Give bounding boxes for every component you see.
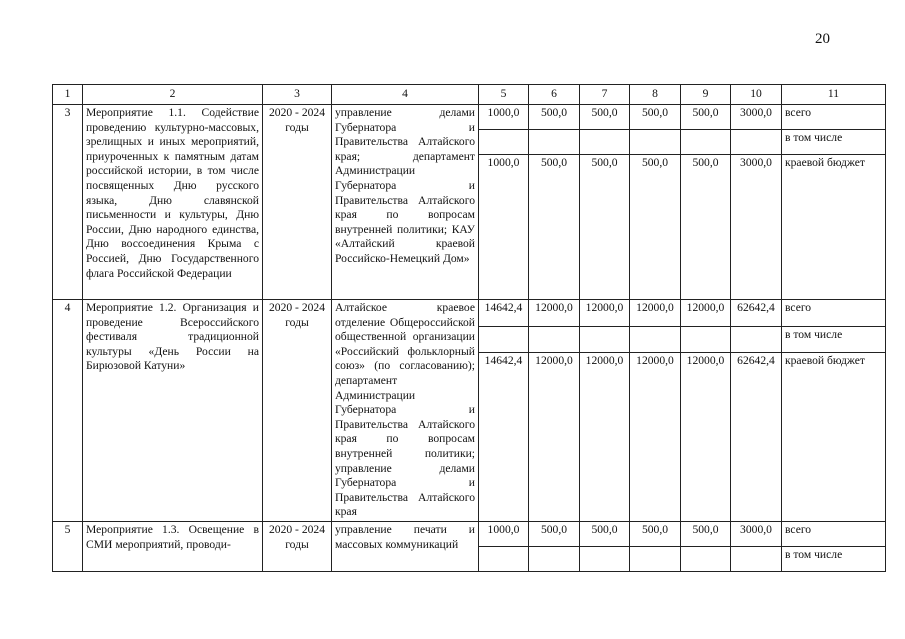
value-total — [731, 546, 782, 571]
value-2024 — [681, 130, 731, 155]
event-name: Мероприятие 1.3. Освещение в СМИ мероприятий, проводи- — [83, 521, 263, 571]
value-2021 — [529, 546, 580, 571]
header-cell: 6 — [529, 85, 580, 105]
value-2020 — [479, 546, 529, 571]
value-2023: 500,0 — [630, 105, 681, 130]
value-2020 — [479, 326, 529, 353]
value-2020: 14642,4 — [479, 353, 529, 522]
value-2022 — [580, 546, 630, 571]
value-2024: 500,0 — [681, 105, 731, 130]
funding-source: всего — [782, 105, 886, 130]
value-2024 — [681, 326, 731, 353]
header-cell: 1 — [53, 85, 83, 105]
table-row — [53, 300, 886, 327]
period: 2020 - 2024 годы — [263, 521, 332, 571]
value-2023: 12000,0 — [630, 353, 681, 522]
value-2024 — [681, 546, 731, 571]
funding-source: всего — [782, 300, 886, 327]
page-number: 20 — [815, 31, 830, 47]
header-cell: 9 — [681, 85, 731, 105]
value-2020: 1000,0 — [479, 521, 529, 546]
executors: Алтайское краевое отделение Общероссийской общественной организации «Российский фольклорный союз» (по согласованию); департамент Администрации Губернатора и Правительства Алтайского края по вопросам внутренней политики; управление делами Губернатора и Правительства Алтайского края — [332, 300, 479, 522]
value-2023: 500,0 — [630, 155, 681, 300]
header-cell: 7 — [580, 85, 630, 105]
period: 2020 - 2024 годы — [263, 105, 332, 300]
value-2021: 12000,0 — [529, 353, 580, 522]
value-2020: 1000,0 — [479, 155, 529, 300]
value-2022: 12000,0 — [580, 353, 630, 522]
value-2021: 12000,0 — [529, 300, 580, 327]
table-row — [53, 521, 886, 546]
funding-source: всего — [782, 521, 886, 546]
executors: управление печати и массовых коммуникаций — [332, 521, 479, 571]
event-name: Мероприятие 1.2. Организация и проведение Всероссийского фестиваля традиционной культуры «День России на Бирюзовой Катуни» — [83, 300, 263, 522]
value-2022: 500,0 — [580, 521, 630, 546]
value-total: 3000,0 — [731, 155, 782, 300]
value-2022: 12000,0 — [580, 300, 630, 327]
header-cell: 3 — [263, 85, 332, 105]
header-cell: 2 — [83, 85, 263, 105]
value-total: 62642,4 — [731, 300, 782, 327]
value-2022 — [580, 130, 630, 155]
value-2021: 500,0 — [529, 155, 580, 300]
value-total: 3000,0 — [731, 521, 782, 546]
value-total — [731, 130, 782, 155]
header-row — [53, 85, 886, 105]
funding-source: в том числе — [782, 326, 886, 353]
budget-table — [52, 84, 886, 572]
header-cell: 10 — [731, 85, 782, 105]
value-2024: 12000,0 — [681, 300, 731, 327]
value-2021: 500,0 — [529, 105, 580, 130]
funding-source: краевой бюджет — [782, 155, 886, 300]
period: 2020 - 2024 годы — [263, 300, 332, 522]
value-2024: 12000,0 — [681, 353, 731, 522]
value-2021: 500,0 — [529, 521, 580, 546]
header-cell: 5 — [479, 85, 529, 105]
header-cell: 11 — [782, 85, 886, 105]
value-2021 — [529, 326, 580, 353]
value-2023 — [630, 546, 681, 571]
funding-source: в том числе — [782, 130, 886, 155]
value-2020: 14642,4 — [479, 300, 529, 327]
funding-source: краевой бюджет — [782, 353, 886, 522]
header-cell: 8 — [630, 85, 681, 105]
value-2024: 500,0 — [681, 521, 731, 546]
value-2022 — [580, 326, 630, 353]
row-number: 5 — [53, 521, 83, 571]
executors: управление делами Губернатора и Правительства Алтайского края; департамент Администрации Губернатора и Правительства Алтайского края по вопросам внутренней политики; КАУ «Алтайский краевой Российско-Немецкий Дом» — [332, 105, 479, 300]
value-2020 — [479, 130, 529, 155]
value-total: 3000,0 — [731, 105, 782, 130]
funding-source: в том числе — [782, 546, 886, 571]
table-row — [53, 105, 886, 130]
row-number: 4 — [53, 300, 83, 522]
value-2024: 500,0 — [681, 155, 731, 300]
value-2023 — [630, 130, 681, 155]
value-total: 62642,4 — [731, 353, 782, 522]
value-2023: 500,0 — [630, 521, 681, 546]
row-number: 3 — [53, 105, 83, 300]
header-cell: 4 — [332, 85, 479, 105]
value-2022: 500,0 — [580, 155, 630, 300]
value-2021 — [529, 130, 580, 155]
value-2023 — [630, 326, 681, 353]
event-name: Мероприятие 1.1. Содействие проведению культурно-массовых, зрелищных и иных мероприятий, приуроченных к памятным датам российской истории, в том числе посвященных Дню русского языка, Дню славянской письменности и культуры, Дню России, Дню народного единства, Дню воссоединения Крыма с Россией, Дню Государственного флага Российской Федерации — [83, 105, 263, 300]
value-2022: 500,0 — [580, 105, 630, 130]
value-2023: 12000,0 — [630, 300, 681, 327]
value-2020: 1000,0 — [479, 105, 529, 130]
value-total — [731, 326, 782, 353]
